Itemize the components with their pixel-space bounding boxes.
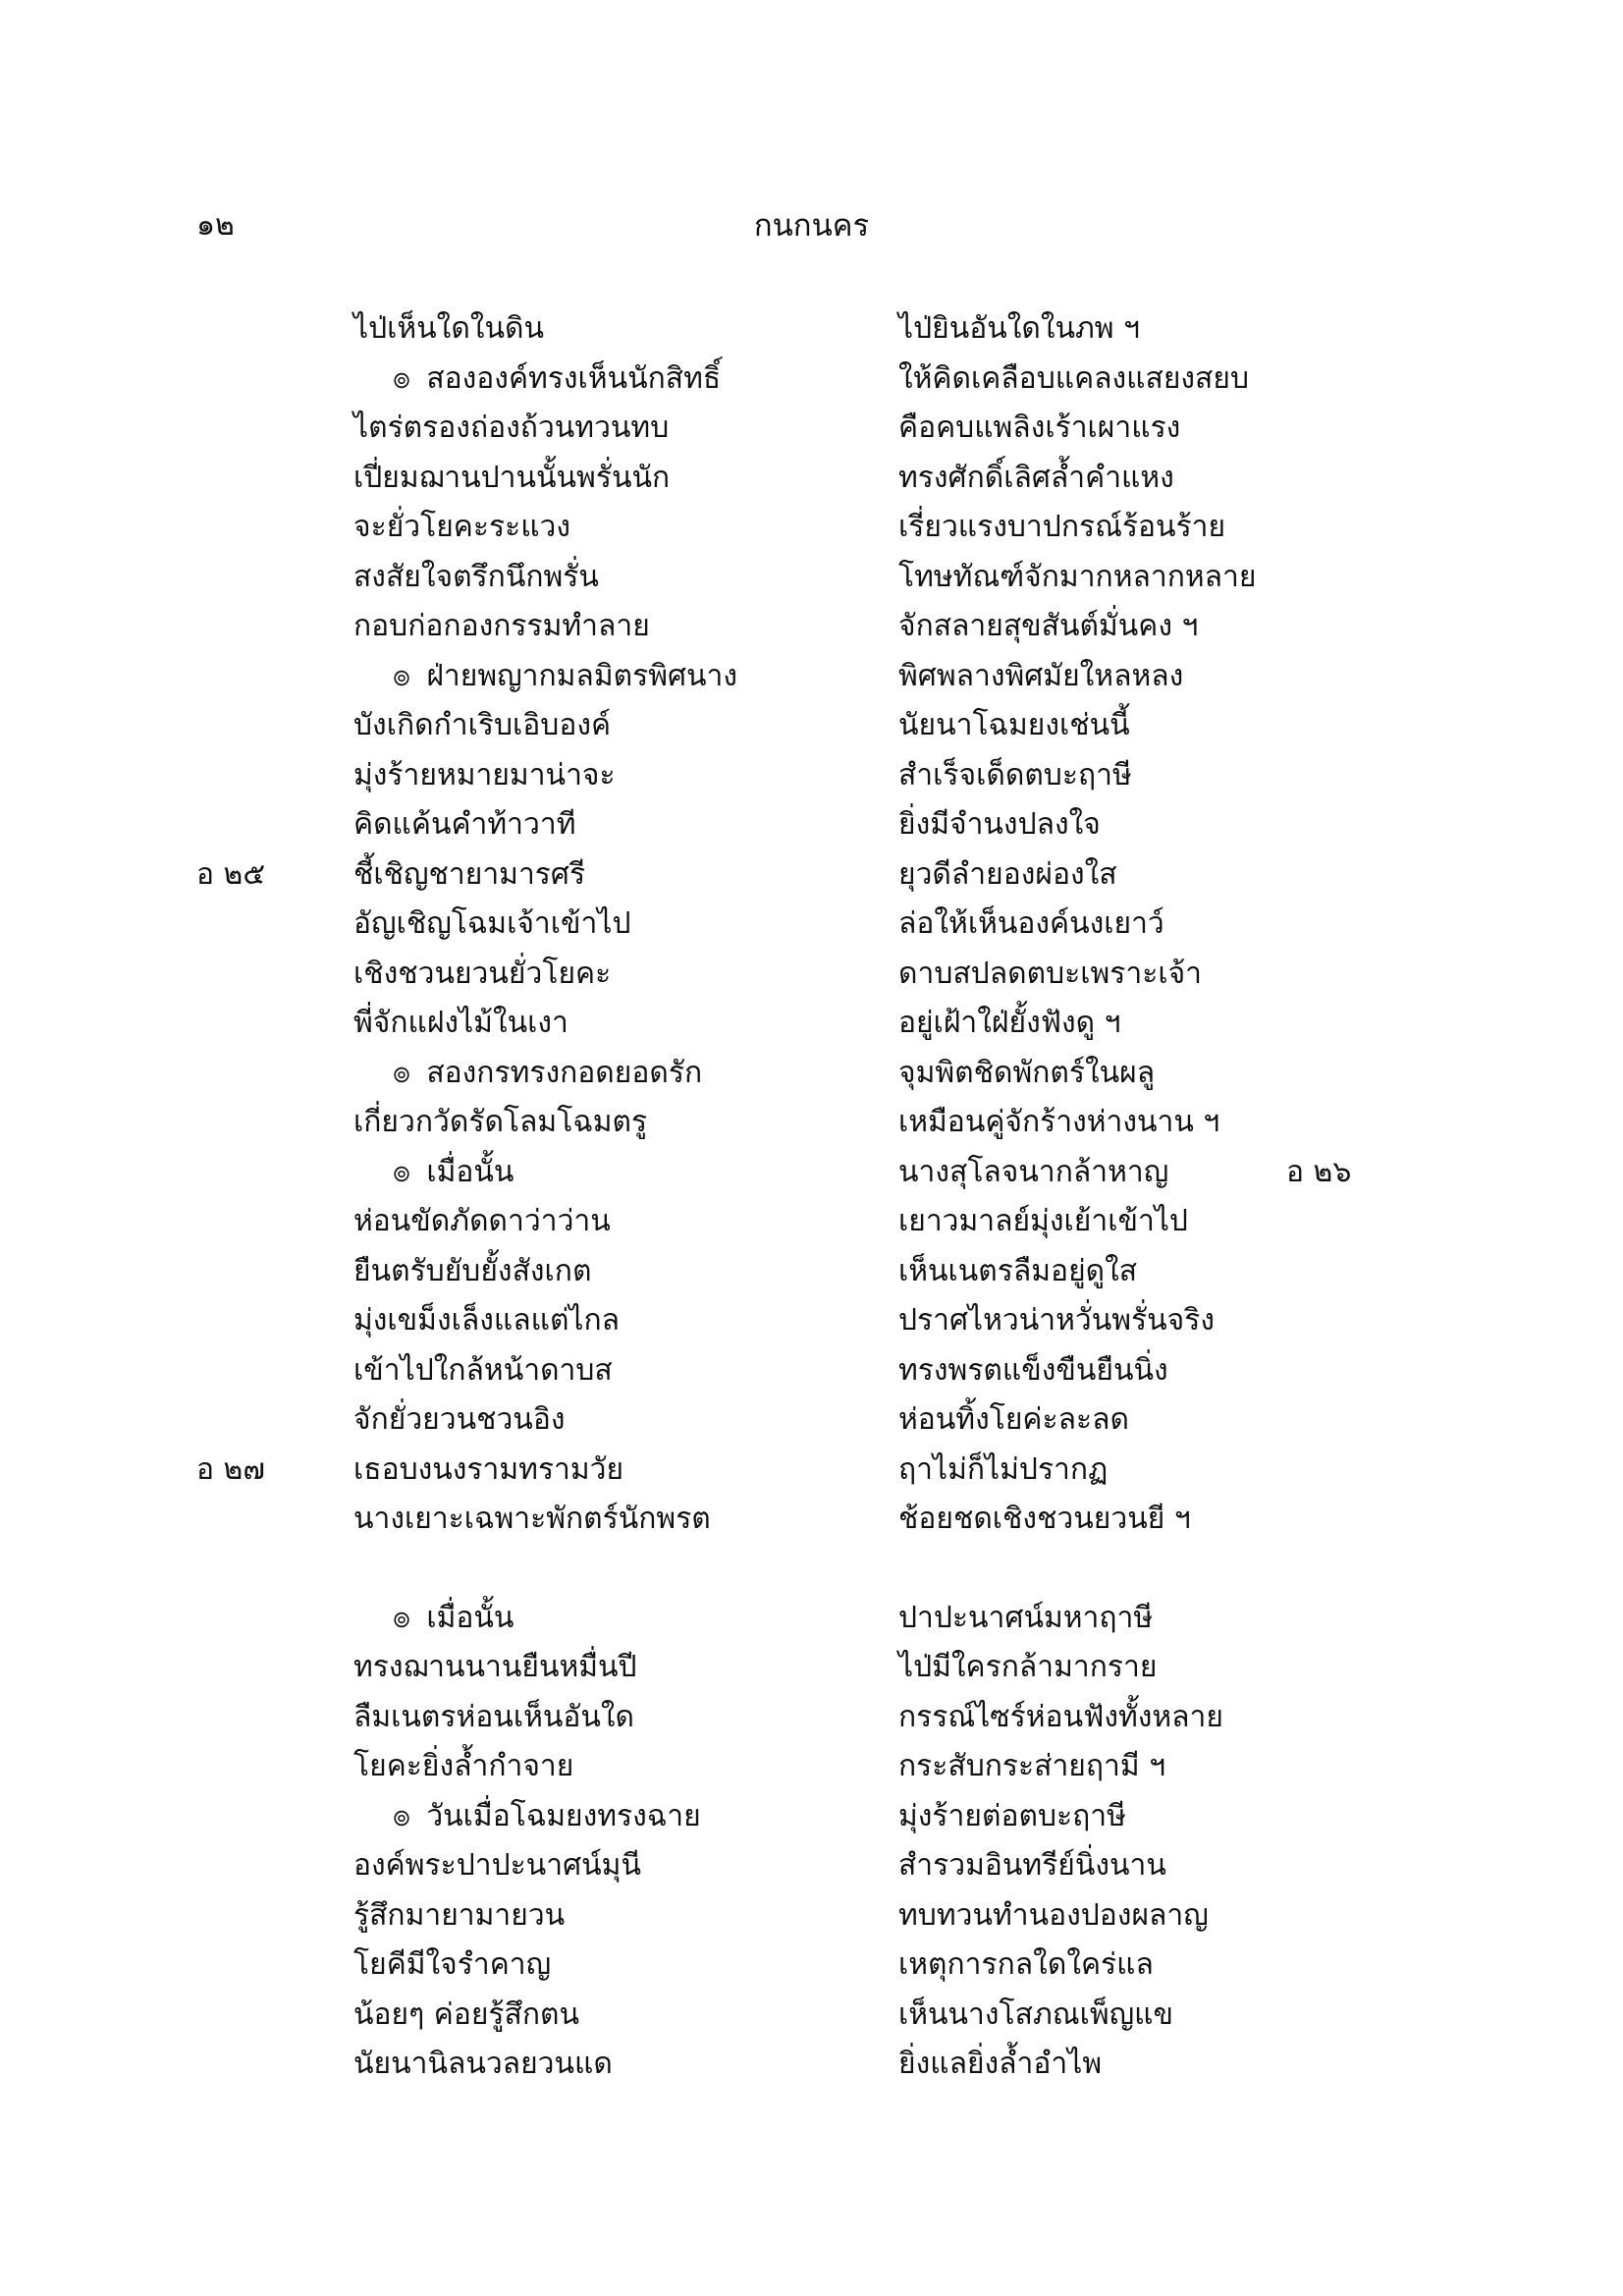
verse-line bbox=[0, 2040, 1623, 2089]
verse-line bbox=[0, 1346, 1623, 1395]
verse-line bbox=[0, 553, 1623, 602]
verse-left-text: อัญเชิญโฉมเจ้าเข้าไป bbox=[353, 906, 631, 941]
verse-left-hemistich bbox=[353, 1296, 620, 1345]
verse-right-hemistich: เรี่ยวแรงบาปกรณ์ร้อนร้าย bbox=[898, 510, 1226, 544]
page-number: ๑๒ bbox=[196, 208, 235, 243]
verse-left-hemistich bbox=[353, 1941, 551, 1990]
verse-line bbox=[0, 355, 1623, 404]
verse-right-hemistich: ฤาไม่ก็ไม่ปรากฏ bbox=[898, 1452, 1109, 1487]
verse-line bbox=[0, 1495, 1623, 1544]
verse-right-hemistich: ทรงศักดิ์เลิศล้ำคำแหง bbox=[898, 461, 1174, 495]
verse-line bbox=[0, 1941, 1623, 1990]
verse-line bbox=[0, 1446, 1623, 1495]
verse-line bbox=[0, 1991, 1623, 2040]
verse-left-text: องค์พระปาปะนาศน์มุนี bbox=[353, 1848, 641, 1883]
verse-line bbox=[0, 1643, 1623, 1692]
verse-line bbox=[0, 652, 1623, 701]
verse-line bbox=[0, 999, 1623, 1048]
verse-left-text: โยคะยิ่งล้ำกำจาย bbox=[353, 1749, 574, 1783]
verse-left-hemistich bbox=[393, 1594, 514, 1643]
verse-right-hemistich: ปราศไหวน่าหวั่นพรั่นจริง bbox=[898, 1303, 1215, 1338]
verse-left-text: รู้สึกมายามายวน bbox=[353, 1898, 566, 1933]
verse-right-hemistich: โทษทัณฑ์จักมากหลากหลาย bbox=[898, 560, 1257, 594]
verse-right-hemistich: เหตุการกลใดใคร่แล bbox=[898, 1947, 1154, 1982]
verse-right-hemistich: ทรงพรตแข็งขืนยืนนิ่ง bbox=[898, 1353, 1168, 1388]
verse-line bbox=[0, 751, 1623, 800]
verse-left-text: ห่อนขัดภัดดาว่าว่าน bbox=[353, 1204, 611, 1238]
stanza-marker: ๏ bbox=[393, 1799, 411, 1833]
verse-left-hemistich bbox=[353, 1643, 637, 1692]
verse-right-hemistich: เยาวมาลย์มุ่งเย้าเข้าไป bbox=[898, 1204, 1188, 1238]
verse-left-hemistich bbox=[393, 1049, 702, 1098]
verse-left-text: ยืนตรับยับยั้งสังเกต bbox=[353, 1254, 592, 1288]
verse-left-text: เมื่อนั้น bbox=[426, 1155, 514, 1189]
running-title: กนกนคร bbox=[753, 208, 870, 244]
verse-left-hemistich bbox=[353, 454, 670, 503]
verse-right-hemistich: ล่อให้เห็นองค์นงเยาว์ bbox=[898, 906, 1164, 941]
margin-reference: อ ๒๗ bbox=[196, 1452, 265, 1487]
verse-line bbox=[0, 454, 1623, 503]
verse-left-text: พี่จักแฝงไม้ในเงา bbox=[353, 1006, 568, 1040]
verse-left-text: ชี้เชิญชายามารศรี bbox=[353, 857, 586, 892]
verse-left-text: เมื่อนั้น bbox=[426, 1601, 514, 1635]
margin-reference: อ ๒๕ bbox=[196, 857, 266, 892]
verse-left-text: วันเมื่อโฉมยงทรงฉาย bbox=[426, 1799, 701, 1833]
verse-line bbox=[0, 503, 1623, 552]
verse-line bbox=[0, 1891, 1623, 1941]
verse-left-hemistich bbox=[353, 404, 669, 453]
verse-left-hemistich bbox=[353, 1991, 579, 2040]
verse-left-hemistich bbox=[353, 1346, 613, 1395]
verse-left-hemistich bbox=[353, 304, 544, 354]
verse-left-text: เชิงชวนยวนยั่วโยคะ bbox=[353, 957, 612, 991]
verse-line bbox=[0, 1247, 1623, 1296]
verse-left-hemistich bbox=[353, 900, 631, 949]
verse-left-text: มุ่งร้ายหมายมาน่าจะ bbox=[353, 758, 616, 793]
verse-right-hemistich: คือคบแพลิงเร้าเผาแรง bbox=[898, 410, 1181, 445]
verse-left-text: ทรงฌานนานยืนหมื่นปี bbox=[353, 1650, 637, 1684]
verse-left-text: เข้าไปใกล้หน้าดาบส bbox=[353, 1353, 613, 1388]
verse-right-hemistich: สำรวมอินทรีย์นิ่งนาน bbox=[898, 1848, 1166, 1883]
verse-left-text: บังเกิดกำเริบเอิบองค์ bbox=[353, 708, 612, 742]
verse-right-hemistich: ไป่ยินอันใดในภพ ฯ bbox=[898, 311, 1140, 346]
verse-left-text: เกี่ยวกวัดรัดโลมโฉมตรู bbox=[353, 1105, 648, 1139]
verse-left-hemistich bbox=[353, 1693, 634, 1742]
verse-line bbox=[0, 1594, 1623, 1643]
verse-left-text: เปี่ยมฌานปานนั้นพรั่นนัก bbox=[353, 461, 671, 495]
verse-left-hemistich bbox=[353, 1841, 641, 1890]
verse-line bbox=[0, 850, 1623, 900]
verse-left-text: โยคีมีใจรำคาญ bbox=[353, 1947, 552, 1982]
verse-left-hemistich bbox=[353, 800, 575, 849]
verse-left-hemistich bbox=[353, 1891, 565, 1941]
verse-left-hemistich bbox=[353, 1197, 611, 1246]
verse-left-hemistich bbox=[393, 355, 721, 404]
verse-line bbox=[0, 800, 1623, 849]
verse-left-text: สองกรทรงกอดยอดรัก bbox=[426, 1056, 703, 1090]
verse-right-hemistich: มุ่งร้ายต่อตบะฤาษี bbox=[898, 1799, 1126, 1833]
verse-right-hemistich: นางสุโลจนากล้าหาญ bbox=[898, 1155, 1169, 1189]
stanza-marker: ๏ bbox=[393, 659, 411, 693]
verse-left-text: สงสัยใจตรึกนึกพรั่น bbox=[353, 560, 599, 594]
verse-left-text: น้อยๆ ค่อยรู้สึกตน bbox=[353, 1997, 579, 2032]
verse-left-text: ลืมเนตรห่อนเห็นอันใด bbox=[353, 1700, 635, 1734]
verse-left-hemistich bbox=[353, 751, 616, 800]
verse-left-text: เธอบงนงรามทรามวัย bbox=[353, 1452, 624, 1487]
stanza-marker: ๏ bbox=[393, 361, 411, 396]
verse-left-text: กอบก่อกองกรรมทำลาย bbox=[353, 609, 650, 643]
verse-left-text: ไป่เห็นใดในดิน bbox=[353, 311, 544, 346]
verse-line bbox=[0, 900, 1623, 949]
verse-line bbox=[0, 1296, 1623, 1345]
verse-line bbox=[0, 1841, 1623, 1890]
verse-line bbox=[0, 1197, 1623, 1246]
verse-left-hemistich bbox=[353, 553, 599, 602]
verse-line bbox=[0, 1693, 1623, 1742]
verse-left-hemistich bbox=[353, 2040, 613, 2089]
verse-right-hemistich: ทบทวนทำนองปองผลาญ bbox=[898, 1898, 1209, 1933]
verse-left-hemistich bbox=[393, 1148, 514, 1197]
margin-reference: อ ๒๖ bbox=[1286, 1155, 1352, 1189]
verse-right-hemistich: ปาปะนาศน์มหาฤาษี bbox=[898, 1601, 1154, 1635]
verse-line bbox=[0, 1049, 1623, 1098]
verse-line bbox=[0, 1792, 1623, 1841]
verse-left-hemistich bbox=[353, 602, 650, 651]
verse-left-hemistich bbox=[353, 850, 585, 900]
verse-left-hemistich bbox=[353, 1742, 573, 1791]
verse-right-hemistich: ยิ่งมีจำนงปลงใจ bbox=[898, 807, 1101, 842]
verse-left-text: สององค์ทรงเห็นนักสิทธิ์ bbox=[426, 361, 722, 396]
verse-right-hemistich: กระสับกระส่ายฤามี ฯ bbox=[898, 1749, 1166, 1783]
verse-left-text: ฝ่ายพญากมลมิตรพิศนาง bbox=[426, 659, 738, 693]
verse-right-hemistich: ดาบสปลดตบะเพราะเจ้า bbox=[898, 957, 1203, 991]
stanza-marker: ๏ bbox=[393, 1056, 411, 1090]
verse-line bbox=[0, 950, 1623, 999]
verse-right-hemistich: เห็นนางโสภณเพ็ญแข bbox=[898, 1997, 1174, 2032]
verse-line bbox=[0, 602, 1623, 651]
verse-left-hemistich bbox=[353, 1098, 647, 1147]
verse-right-hemistich: อยู่เฝ้าใฝ่ยั้งฟังดู ฯ bbox=[898, 1006, 1121, 1040]
verse-right-hemistich: ยุวดีลำยองผ่องใส bbox=[898, 857, 1117, 892]
verse-left-hemistich bbox=[353, 503, 570, 552]
verse-right-hemistich: ยิ่งแลยิ่งล้ำอำไพ bbox=[898, 2047, 1103, 2081]
verse-right-hemistich: ห่อนทิ้งโยค่ะละลด bbox=[898, 1402, 1129, 1437]
verse-line bbox=[0, 404, 1623, 453]
verse-right-hemistich: นัยนาโฉมยงเช่นนี้ bbox=[898, 708, 1130, 742]
verse-left-text: คิดแค้นคำท้าวาที bbox=[353, 807, 576, 842]
verse-line bbox=[0, 1148, 1623, 1197]
stanza-marker: ๏ bbox=[393, 1155, 411, 1189]
verse-left-hemistich bbox=[353, 1247, 591, 1296]
verse-left-hemistich bbox=[353, 1495, 711, 1544]
verse-right-hemistich: สำเร็จเด็ดตบะฤาษี bbox=[898, 758, 1132, 793]
verse-right-hemistich: ช้อยชดเชิงชวนยวนยี ฯ bbox=[898, 1502, 1191, 1536]
verse-right-hemistich: เห็นเนตรลืมอยู่ดูใส bbox=[898, 1254, 1138, 1288]
verse-left-hemistich bbox=[353, 999, 568, 1048]
verse-left-hemistich bbox=[353, 701, 611, 750]
verse-left-hemistich bbox=[353, 1395, 565, 1445]
verse-line bbox=[0, 1098, 1623, 1147]
verse-line bbox=[0, 701, 1623, 750]
verse-line bbox=[0, 1742, 1623, 1791]
verse-right-hemistich: จุมพิตชิดพักตร์ในผลู bbox=[898, 1056, 1156, 1090]
verse-left-hemistich bbox=[393, 1792, 701, 1841]
verse-right-hemistich: เหมือนคู่จักร้างห่างนาน ฯ bbox=[898, 1105, 1220, 1139]
verse-line bbox=[0, 304, 1623, 354]
verse-left-text: จะยั่วโยคะระแวง bbox=[353, 510, 571, 544]
verse-right-hemistich: จักสลายสุขสันต์มั่นคง ฯ bbox=[898, 609, 1199, 643]
verse-left-text: นัยนานิลนวลยวนแด bbox=[353, 2047, 613, 2081]
verse-left-hemistich bbox=[353, 950, 611, 999]
verse-left-hemistich bbox=[393, 652, 737, 701]
verse-right-hemistich: ให้คิดเคลือบแคลงแสยงสยบ bbox=[898, 361, 1249, 396]
verse-right-hemistich: พิศพลางพิศมัยใหลหลง bbox=[898, 659, 1184, 693]
verse-right-hemistich: ไป่มีใครกล้ามากราย bbox=[898, 1650, 1158, 1684]
verse-right-hemistich: กรรณ์ไซร์ห่อนฟังทั้งหลาย bbox=[898, 1700, 1223, 1734]
verse-left-text: จักยั่วยวนชวนอิง bbox=[353, 1402, 566, 1437]
verse-left-text: มุ่งเขม็งเล็งแลแต่ไกล bbox=[353, 1303, 621, 1338]
verse-line bbox=[0, 1395, 1623, 1445]
verse-left-text: ไตร่ตรองถ่องถ้วนทวนทบ bbox=[353, 410, 670, 445]
verse-left-text: นางเยาะเฉพาะพักตร์นักพรต bbox=[353, 1502, 711, 1536]
stanza-marker: ๏ bbox=[393, 1601, 411, 1635]
verse-left-hemistich bbox=[353, 1446, 623, 1495]
